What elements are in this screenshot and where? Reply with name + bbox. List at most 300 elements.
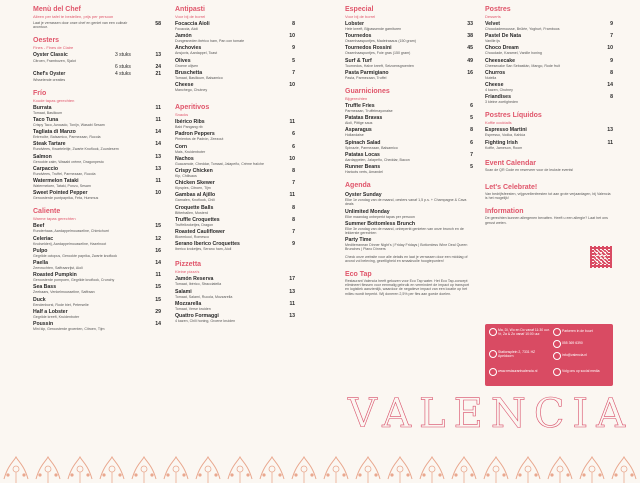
- item-description: Elke maandag onbeperkt tapas per persoon: [345, 214, 415, 219]
- section-menu-chef: [33, 6, 161, 29]
- oyster-row: [33, 64, 161, 71]
- item-description: Pimientos de Padrón, Zeezout: [175, 137, 224, 142]
- item-description: Bitterballen, Mosterd: [175, 210, 208, 215]
- item-name: Espresso Martini: [485, 127, 527, 134]
- item-description: Wisselende creaties: [33, 77, 66, 82]
- menu-item: [345, 58, 473, 68]
- section-aperitivos: [175, 104, 295, 251]
- item-name: Ibérico Ribs: [175, 119, 205, 126]
- item-name: Cheese: [175, 82, 194, 89]
- menu-item: [33, 260, 161, 270]
- item-description: Ossenhaaspuntjes, Madeirasaus (150 gram): [345, 39, 416, 44]
- item-name: Watermelon Tataki: [33, 178, 79, 185]
- section-antipasti: [175, 6, 295, 92]
- item-description: Hollandaise: [345, 133, 364, 138]
- item-name: Quattro Formaggi: [175, 313, 219, 320]
- item-name: Truffle Croquettes: [175, 216, 220, 223]
- item-description: Knolselderij, Aardappelmousseline, Hazelnoot: [33, 241, 107, 246]
- menu-item: [175, 168, 295, 178]
- item-description: Rundvlees, Kwarteleitje, Zwarte Knoflook, Zuurdesem: [33, 147, 119, 152]
- menu-item: [345, 21, 473, 31]
- item-name: Salami: [175, 288, 192, 295]
- qr-code-icon[interactable]: [590, 246, 612, 268]
- section-ecotap: [345, 271, 473, 296]
- item-name: Summer Bottomless Brunch: [345, 220, 416, 227]
- item-name: Corn: [175, 143, 188, 150]
- item-name: Tagliata di Manzo: [33, 129, 76, 136]
- item-name: Churros: [485, 69, 506, 76]
- item-price: 8: [292, 21, 295, 27]
- email[interactable]: info@valencia.nl: [562, 353, 587, 357]
- section-subtitle: Fines - Fines de Claire: [33, 45, 74, 51]
- item-description: Mediterranean Dinner Night's | Friday Fridays | Bottomless Wine Deal Queen Brunches | Piano Dinners: [345, 243, 468, 252]
- item-description: Nutella: [485, 75, 497, 80]
- item-price: 7: [292, 69, 295, 76]
- section-subtitle: Bijgerechten: [345, 96, 368, 102]
- section-subtitle: Kleine pizza's: [175, 269, 200, 275]
- item-price: 8: [610, 94, 613, 101]
- item-price: 15: [155, 223, 161, 230]
- item-description: Spinazie, Parmezaan, Balsamico: [345, 145, 398, 150]
- item-name: Chicken Skewer: [175, 180, 215, 187]
- item-description: Eendenborst, Rode biet, Peterselie: [33, 302, 89, 307]
- menu-item: [345, 164, 473, 174]
- item-description: Koffie, Jameson, Room: [485, 145, 523, 150]
- menu-item: [33, 297, 161, 307]
- item-description: Babi Pangang rib: [175, 125, 203, 130]
- item-description: Ansjovis, Aardappel, Toast: [175, 51, 218, 56]
- item-description: Kip, Chilisaus: [175, 174, 197, 179]
- item-price: 13: [155, 52, 161, 59]
- item-price: 11: [155, 104, 161, 111]
- section-caliente: [33, 208, 161, 331]
- item-name: Sea Bass: [33, 284, 57, 291]
- item-price: 9: [610, 57, 613, 64]
- menu-item: [485, 58, 613, 68]
- item-description: Gegrilde octopus, Gerookte paprika, Zwarte knoflook: [33, 253, 118, 258]
- item-price: 11: [607, 139, 613, 146]
- section-agenda: [345, 182, 473, 263]
- item-description: Tomaat, Verse kruiden: [175, 306, 211, 311]
- item-price: 8: [292, 204, 295, 211]
- item-description: Tomaat, Basilicum: [33, 110, 63, 115]
- item-description: Aioli, Pittige saus: [345, 121, 373, 126]
- menu-item: [345, 221, 473, 235]
- website[interactable]: www.restaurantvalencia.nl: [498, 369, 538, 373]
- item-unit: 6 stuks: [115, 63, 131, 70]
- item-price: 38: [467, 33, 473, 40]
- celebrate-description: Van bedrijfsfeesten, vrijgezellenfeesten tot aan grote verjaardagen, bij Valencia is het mogelijk!: [485, 192, 611, 201]
- section-guarniciones: [345, 88, 473, 174]
- item-description: Elke 1e zondag van de maand, oesters vanaf 1,5 p.s. + Champagne & Cava deals: [345, 198, 467, 207]
- section-subtitle: Koffie cocktails: [485, 120, 512, 126]
- item-description: Gegrilde kreeft, Kruidenboter: [33, 314, 80, 319]
- item-name: Choco Dream: [485, 45, 519, 52]
- item-description: Espresso, Vodka, Kahlúa: [485, 133, 526, 138]
- menu-item: [175, 119, 295, 129]
- menu-item: [175, 131, 295, 141]
- section-title: Let's Celebrate!: [485, 184, 538, 192]
- menu-item: [175, 21, 295, 31]
- item-description: Zeebaars, Venkelmousseline, Saffraan: [33, 290, 95, 295]
- item-name: Nachos: [175, 155, 194, 162]
- item-name: Celeriac: [33, 235, 54, 242]
- item-name: Pulpo: [33, 247, 48, 254]
- item-price: 8: [610, 69, 613, 76]
- menu-item: [485, 70, 613, 80]
- menu-item: [175, 276, 295, 286]
- item-price: 11: [289, 119, 295, 126]
- menu-item: [33, 223, 161, 233]
- menu-item: [33, 141, 161, 151]
- item-name: Mozzarella: [175, 300, 202, 307]
- item-price: 13: [155, 165, 161, 172]
- item-price: 13: [289, 288, 295, 295]
- section-liquidos: [485, 112, 613, 149]
- item-price: 5: [292, 57, 295, 64]
- menu-item: [33, 166, 161, 176]
- item-name: Olives: [175, 57, 191, 64]
- item-name: Patatas Locas: [345, 151, 380, 158]
- section-title: Postres: [485, 6, 511, 13]
- menu-item: [175, 144, 295, 154]
- item-name: Carpaccio: [33, 165, 59, 172]
- item-description: 4 kazen, Chutney: [485, 88, 513, 93]
- item-name: Jamón: [175, 33, 192, 40]
- floral-pattern-icon: [0, 455, 640, 483]
- section-title: Guarniciones: [345, 88, 390, 96]
- item-name: Serano Iberico Croquettes: [175, 241, 240, 248]
- item-price: 11: [155, 272, 161, 279]
- menu-item: [345, 192, 473, 206]
- item-description: Parmezaan, Truffelmayonaise: [345, 109, 393, 114]
- social-text: Volg ons op social media: [562, 369, 600, 373]
- section-title: Frío: [33, 89, 47, 97]
- menu-item: [485, 33, 613, 43]
- item-price: 13: [155, 153, 161, 160]
- item-description: Kipspies, Citroen, Tijm: [175, 186, 211, 191]
- oyster-row: [33, 71, 161, 78]
- item-price: 15: [155, 284, 161, 291]
- item-name: Croquette Balls: [175, 204, 214, 211]
- item-description: Garnalen, Knoflook, Chili: [175, 198, 215, 203]
- item-name: Surf & Turf: [345, 57, 372, 64]
- item-description: Bloemkool, Romesco: [175, 235, 209, 240]
- item-name: Party Time: [345, 237, 372, 244]
- item-name: Salmon: [33, 153, 52, 160]
- item-name: Chef's Oyster: [33, 70, 66, 77]
- menu-item: [33, 154, 161, 164]
- item-name: Asparagus: [345, 127, 372, 134]
- menu-item: [175, 82, 295, 92]
- item-description: Mais, Kruidenboter: [175, 149, 206, 154]
- menu-item: [33, 129, 161, 139]
- item-description: Ossenhaaspuntjes, Foie gras (150 gram): [345, 51, 411, 56]
- item-description: Tomaat, Ibérico, Stracciatella: [175, 282, 222, 287]
- item-description: Runderhaas, Aardappelmousseline, Chimichurri: [33, 229, 110, 234]
- opening-hours: Ma, Di, Wo en Do vanaf 11:30 uur. Vr, Za & Zo vanaf 10:00 uur.: [498, 328, 550, 336]
- item-price: 16: [467, 69, 473, 76]
- parking-icon: [553, 328, 561, 336]
- globe-icon: [489, 368, 497, 376]
- item-price: 21: [155, 70, 161, 77]
- item-description: Groene olijven: [175, 63, 199, 68]
- item-price: 10: [155, 190, 161, 197]
- menu-item: [345, 152, 473, 162]
- section-title: Eco Tap: [345, 271, 372, 279]
- item-name: Oyster Sunday: [345, 192, 382, 199]
- item-price: 11: [155, 117, 161, 124]
- item-description: Haricots verts, Amandel: [345, 170, 383, 175]
- item-price: 13: [607, 127, 613, 134]
- menu-item: [33, 190, 161, 200]
- item-price: 6: [470, 103, 473, 110]
- item-description: Pasta, Parmezaan, Truffel: [345, 75, 387, 80]
- section-event: [485, 160, 585, 172]
- item-description: Geroosterde pompoen, Gegrilde knoflook, Crunchy: [33, 278, 115, 283]
- section-information: [485, 208, 613, 224]
- section-subtitle: Voor bij de borrel: [345, 14, 376, 19]
- item-unit: 3 stuks: [115, 52, 131, 59]
- item-name: Taco Tuna: [33, 117, 59, 124]
- menu-item: [33, 248, 161, 258]
- item-name: Bruschetta: [175, 69, 203, 76]
- item-description: Aardappelen, Jalapeño, Cheddar, Bacon: [345, 157, 410, 162]
- item-description: Watermeloen, Tataki, Ponzu, Sesam: [33, 184, 91, 189]
- item-name: Duck: [33, 296, 46, 303]
- section-subtitle: Desserts: [485, 14, 501, 19]
- brand-wordmark: VALENCIA: [348, 391, 634, 437]
- item-price: 45: [467, 45, 473, 52]
- item-name: Poussin: [33, 321, 54, 328]
- item-description: Tomaat, Salami, Rucola, Mozzarella: [175, 294, 233, 299]
- menu-item: [345, 237, 473, 251]
- item-price: 33: [467, 21, 473, 27]
- menu-item: [33, 272, 161, 282]
- column-1: [33, 6, 161, 331]
- section-pizzetta: [175, 261, 295, 323]
- item-price: 11: [289, 192, 295, 199]
- menu-item: [345, 115, 473, 125]
- section-title: Oesters: [33, 37, 60, 45]
- item-price: 7: [470, 151, 473, 158]
- item-description: Geroosterde puntpaprika, Feta, Hummus: [33, 196, 99, 201]
- item-name: Padron Peppers: [175, 131, 215, 138]
- menu-item: [175, 180, 295, 190]
- section-especial: [345, 6, 473, 80]
- item-price: 13: [289, 313, 295, 320]
- section-title: Caliente: [33, 208, 61, 216]
- item-name: Burrata: [33, 104, 52, 111]
- item-name: [33, 64, 115, 71]
- section-title: Antipasti: [175, 6, 205, 13]
- item-name: Pastel De Nata: [485, 33, 522, 40]
- menu-item: [175, 313, 295, 323]
- menu-item: [33, 105, 161, 115]
- section-subtitle: Warme tapas gerechten: [33, 216, 76, 222]
- item-name: Patatas Bravas: [345, 115, 383, 122]
- event-description: Scan de QR Code en reserveer voor de leukste events!: [485, 167, 574, 172]
- section-title: Especial: [345, 6, 374, 13]
- item-description: Citroen, Frambozen, Sjalot: [33, 59, 76, 64]
- item-description: Iberico kroketjes, Serano ham, Aioli: [175, 247, 232, 252]
- item-price: 5: [470, 115, 473, 122]
- menu-item: [175, 301, 295, 311]
- item-price: 8: [292, 168, 295, 175]
- item-description: Guacamole, Cheddar, Tomaat, Jalapeño, Crème fraîche: [175, 161, 265, 166]
- location-icon: [489, 350, 497, 358]
- item-name: Runner Beans: [345, 164, 381, 171]
- item-name: Anchovies: [175, 45, 202, 52]
- item-name: Spinach Salad: [345, 139, 381, 146]
- item-description: Cheesecake San Sebastián, Mango, Rode fruit: [485, 63, 560, 68]
- item-price: 24: [155, 63, 161, 70]
- item-description: Vanille ijs: [485, 39, 500, 44]
- column-4: [485, 6, 613, 225]
- item-name: Pasta Parmigiano: [345, 69, 389, 76]
- parking-text: Parkeren in de buurt: [562, 329, 593, 333]
- item-name: Tournedos Rossini: [345, 45, 392, 52]
- item-description: Manchego, Chutney: [175, 88, 208, 93]
- item-name: Roasted Pumpkin: [33, 272, 77, 279]
- item-price: 9: [292, 241, 295, 248]
- menu-item: [33, 309, 161, 319]
- item-description: Chocolade, Karamel, Vanille honing: [485, 51, 542, 56]
- item-price: 7: [610, 33, 613, 40]
- item-description: Elke 3e zondag van de maand, onbeperkt genieten van onze brunch en de lekkerste gerechten: [345, 226, 464, 236]
- section-subtitle: Koude tapas gerechten: [33, 97, 75, 103]
- instagram-icon: [553, 368, 561, 376]
- item-description: Dungesneden ibérico ham, Pan con tomate: [175, 39, 245, 44]
- item-name: Sweet Pointed Pepper: [33, 190, 88, 197]
- item-description: Tournedos, Halve kreeft, Seizoensgroenten: [345, 63, 414, 68]
- item-price: 14: [155, 141, 161, 148]
- item-name: Beef: [33, 223, 45, 230]
- menu-item: [175, 70, 295, 80]
- item-price: 6: [292, 143, 295, 150]
- menu-item: [175, 205, 295, 215]
- email-icon: [553, 352, 561, 360]
- item-price: 11: [289, 300, 295, 307]
- section-oysters: [33, 37, 161, 81]
- menu-item: [345, 33, 473, 43]
- column-2: [175, 6, 295, 323]
- item-description: Truffelkroketjes, Dragon: [175, 222, 214, 227]
- menu-item: [485, 82, 613, 92]
- section-postres: [485, 6, 613, 104]
- item-description: Gerookte zalm, Wasabi crème, Dragonpesto: [33, 159, 104, 164]
- menu-item: [33, 236, 161, 246]
- item-name: Fighting Irish: [485, 139, 518, 146]
- item-price: 11: [155, 178, 161, 185]
- item-name: Truffle Fries: [345, 103, 375, 110]
- menu-item: [485, 140, 613, 150]
- item-description: Entrecôte, Balsamico, Parmezaan, Rucola: [33, 135, 101, 140]
- menu-item: [33, 178, 161, 188]
- item-price: 14: [155, 129, 161, 136]
- item-name: Crispy Chicken: [175, 168, 213, 175]
- menu-item: [175, 229, 295, 239]
- item-name: Tournedos: [345, 33, 372, 40]
- item-price: 7: [292, 229, 295, 236]
- menu-item: [345, 127, 473, 137]
- item-price: 6: [292, 131, 295, 138]
- menu-item: [485, 94, 613, 104]
- menu-item: [175, 156, 295, 166]
- menu-item: [175, 217, 295, 227]
- item-name: Paella: [33, 260, 48, 267]
- item-name: Roasted Cauliflower: [175, 229, 225, 236]
- item-price: 29: [155, 308, 161, 315]
- section-title: Menù del Chef: [33, 6, 81, 13]
- menu-item: [485, 127, 613, 137]
- menu-item: [485, 21, 613, 31]
- item-name: Jamón Reserva: [175, 276, 214, 283]
- section-subtitle: Voor bij de borrel: [175, 14, 206, 19]
- menu-item: [485, 45, 613, 55]
- item-price: 10: [289, 155, 295, 162]
- item-price: 14: [155, 321, 161, 328]
- item-price: 8: [292, 216, 295, 223]
- item-description: Hele kreeft, Bijpassende garnituren: [345, 27, 402, 31]
- information-description: De gerechten kunnen allergenen bevatten. Heeft u een allergie? Laat het ons gerust weten.: [485, 216, 608, 225]
- contact-box: [485, 324, 613, 386]
- item-name: Cheesecake: [485, 57, 515, 64]
- column-3: [345, 6, 473, 296]
- clock-icon: [489, 328, 497, 336]
- item-price: 8: [470, 127, 473, 134]
- item-price: 9: [292, 45, 295, 52]
- agenda-note: Check onze website voor alle details en laat je verrassen door een middag of avond vol beleving, gezelligheid en smaakvolle hoogtepunten!: [345, 254, 468, 263]
- section-celebrate: [485, 184, 613, 200]
- item-name: Oyster Classic: [33, 52, 68, 59]
- item-name: Cheese: [485, 82, 504, 89]
- item-description: Mini kip, Geroosterde groenten, Citroen, Tijm: [33, 327, 105, 332]
- menu-item: [345, 103, 473, 113]
- section-title: Aperitivos: [175, 104, 210, 112]
- menu-item: [345, 70, 473, 80]
- item-price: 6: [470, 139, 473, 146]
- item-unit: 4 stuks: [115, 70, 131, 77]
- item-price: 14: [155, 260, 161, 267]
- section-title: Pizzetta: [175, 261, 202, 269]
- phone-number[interactable]: 055 369 6390: [562, 341, 583, 345]
- decorative-border: [0, 455, 640, 483]
- item-price: 10: [607, 45, 613, 52]
- menu-item: [175, 45, 295, 55]
- section-subtitle: Snacks: [175, 112, 189, 118]
- section-title: Agenda: [345, 182, 371, 190]
- menu-item: [33, 117, 161, 127]
- item-description: Laat je verrassen door onze chef en geniet van een culinair avontuur.: [33, 21, 128, 30]
- menu-item: [175, 241, 295, 251]
- item-description: Focaccia, Aioli: [175, 27, 198, 31]
- address: Stationsplein 2, 7331 HZ Apeldoorn: [498, 350, 536, 358]
- menu-item: [345, 140, 473, 150]
- item-price: 5: [470, 164, 473, 171]
- item-price: 9: [610, 21, 613, 27]
- item-price: 12: [155, 235, 161, 242]
- item-price: 16: [155, 247, 161, 254]
- item-price: 7: [292, 180, 295, 187]
- item-name: Gambas al Ajillo: [175, 192, 216, 199]
- item-price: 49: [467, 57, 473, 64]
- item-name: Steak Tartare: [33, 141, 66, 148]
- menu-item: [345, 209, 473, 219]
- item-price: 14: [607, 82, 613, 89]
- item-price: 58: [155, 21, 161, 27]
- item-price: 10: [289, 82, 295, 89]
